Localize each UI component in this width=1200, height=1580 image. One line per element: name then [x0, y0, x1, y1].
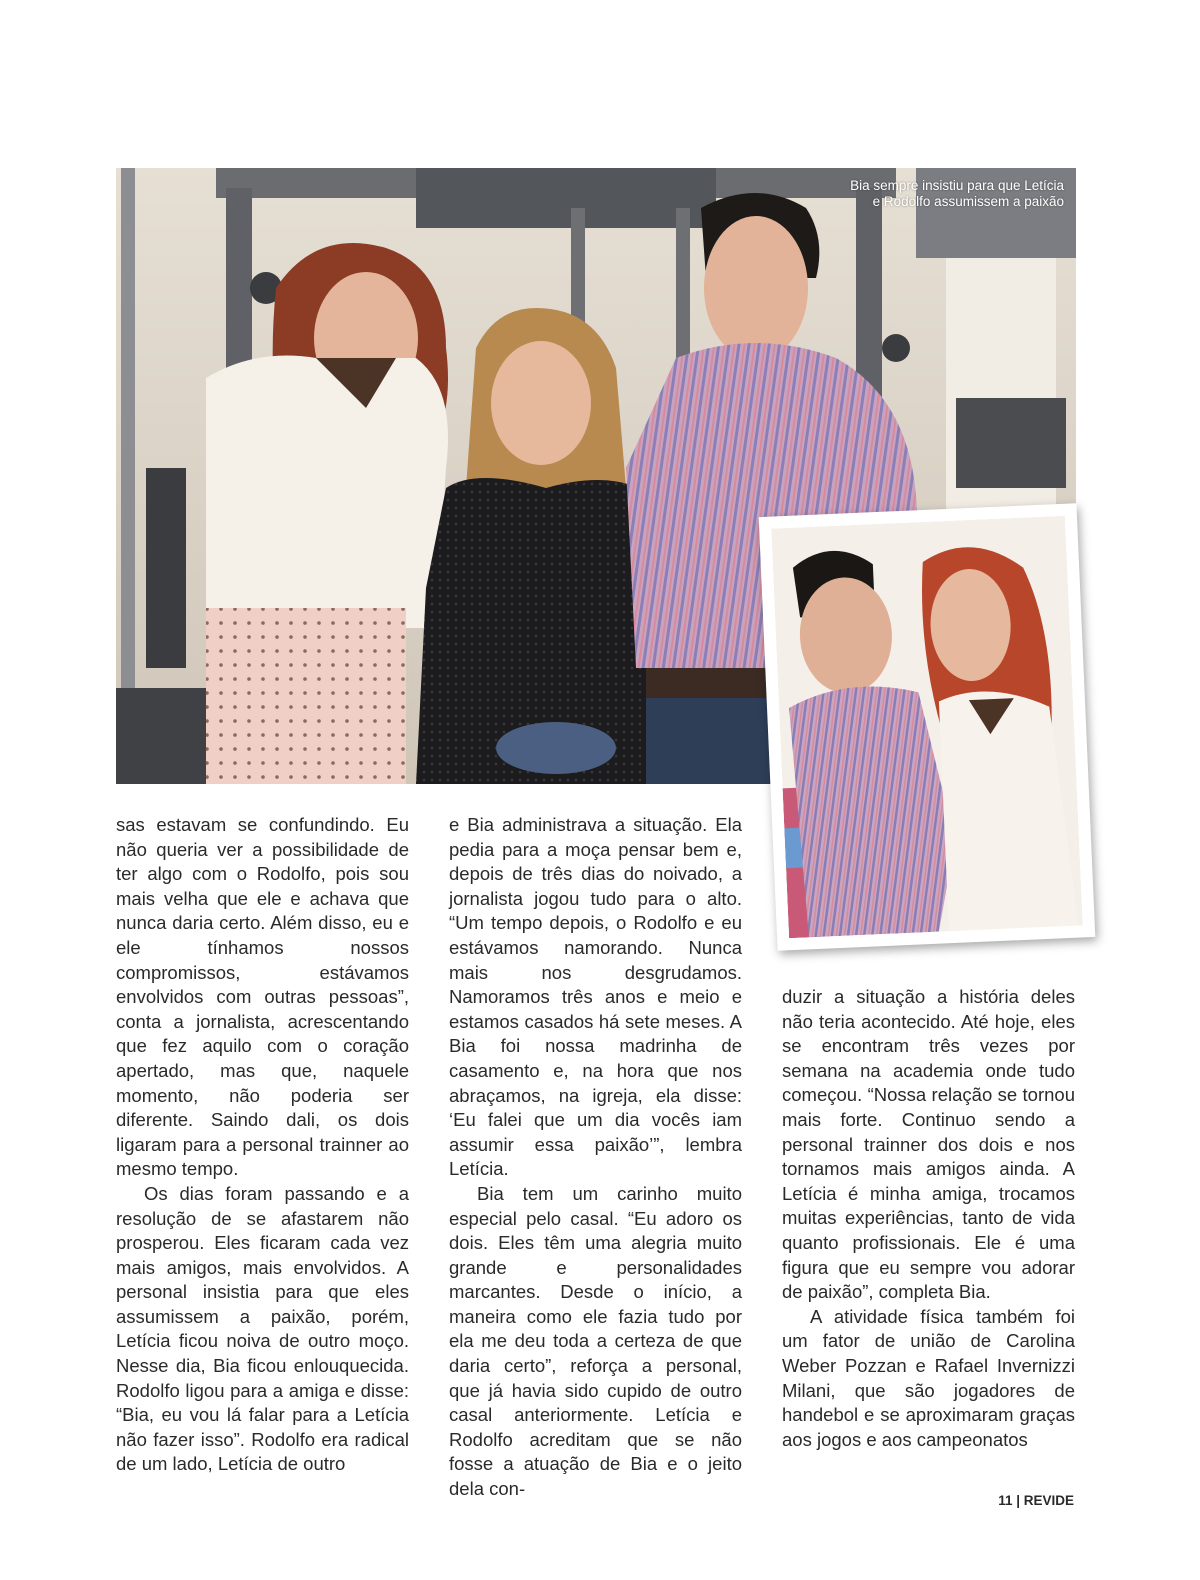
paragraph: A atividade física também foi um fator de união de Carolina Weber Pozzan e Rafael Invernizzi Milani, que são jogadores de handebol e se aproximaram graças aos jogos e aos campeonatos — [782, 1305, 1075, 1450]
page-number: 11 | REVIDE — [998, 1493, 1074, 1508]
paragraph: Bia tem um carinho muito especial pelo casal. “Eu adoro os dois. Eles têm uma alegria muito grande e personalidades marcantes. Desde o início, a maneira como ele fazia tudo por ela me deu toda a certeza de que daria certo”, reforça a personal, que já havia sido cupido de outro casal anteriormente. Letícia e Rodolfo acreditam que se não fosse a atuação de Bia e o jeito dela con- — [449, 1182, 742, 1500]
paragraph: Os dias foram passando e a resolução de se afastarem não prosperou. Eles ficaram cada vez mais amigos, mais envolvidos. A personal insistia para que eles assumissem a paixão, porém, Letícia ficou noiva de outro moço. Nesse dia, Bia ficou enlouquecida. Rodolfo ligou para a amiga e disse: “Bia, eu vou lá falar para a Letícia não fazer isso”. Rodolfo era radical de um lado, Letícia de outro — [116, 1182, 409, 1475]
inset-photo — [759, 503, 1096, 950]
inset-photo-illustration — [771, 516, 1083, 938]
photo-caption: Bia sempre insistiu para que Letícia e Rodolfo assumissem a paixão — [850, 178, 1064, 209]
paragraph: e Bia administrava a situação. Ela pedia para a moça pensar bem e, depois de três dias do noivado, a jornalista jogou tudo para o alto. “Um tempo depois, o Rodolfo e eu estávamos namorando. Nunca mais nos desgrudamos. Namoramos três anos e meio e estamos casados há sete meses. A Bia foi nossa madrinha de casamento e, na hora que nos abraçamos, na igreja, ela disse: ‘Eu falei que um dia vocês iam assumir essa paixão’”, lembra Letícia. — [449, 814, 742, 1180]
paragraph: sas estavam se confundindo. Eu não queria ver a possibilidade de ter algo com o Rodolfo, pois sou mais velha que ele e achava que nunca daria certo. Além disso, eu e ele tínhamos nossos compromissos, estávamos envolvidos com outras pessoas”, conta a jornalista, acrescentando que fez aquilo com o coração apertado, mas que, naquele momento, não poderia ser diferente. Saindo dali, os dois ligaram para a personal trainner ao mesmo tempo. — [116, 814, 409, 1180]
text-column-3 — [782, 985, 1075, 1452]
text-column-1 — [116, 813, 409, 1477]
paragraph: duzir a situação a história deles não teria acontecido. Até hoje, eles se encontram três vezes por semana na academia onde tudo começou. “Nossa relação se tornou mais forte. Continuo sendo a personal trainner dos dois e nos tornamos mais amigos ainda. A Letícia é minha amiga, trocamos muitas experiências, tanto de vida quanto profissionais. Ele é uma figura que eu sempre vou adorar de paixão”, completa Bia. — [782, 986, 1075, 1303]
text-column-2 — [449, 813, 742, 1502]
inset-photo-image — [771, 516, 1083, 938]
